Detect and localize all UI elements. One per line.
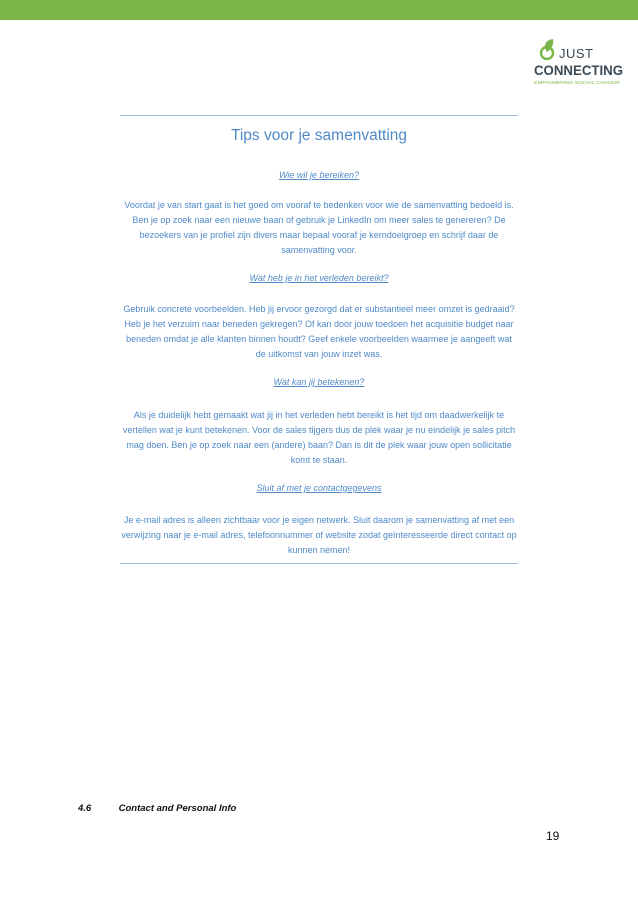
section-text-2: Gebruik concrete voorbeelden. Heb jij ervoor gezorgd dat er substantieel meer omzet is gedraaid? Heb je het verzuim naar beneden gekregen? Of kan door jouw toedoen het acquisitie budget naar beneden omdat je alle klanten binnen houdt? Geef enkele voorbeelden waarmee je aangeeft wat de uitkomst van jouw inzet was. [123,304,515,359]
section-heading-2: Wat heb je in het verleden bereikt? [249,273,389,283]
section-text-3: Als je duidelijk hebt gemaakt wat jij in het verleden hebt bereikt is het tijd om daadwerkelijk te vertellen wat je kunt betekenen. Voor de sales tijgers dus de plek waar je nu eindelijk je sales pitch mag doen. Ben je op zoek naar een (andere) baan? Dan is dit de plek waar jouw open sollicitatie komt te staan. [122,410,516,465]
section-heading-1: Wie wil je bereiken? [279,170,359,180]
leaf-icon [541,39,553,59]
section-heading-3: Wat kan jij betekenen? [273,377,365,387]
top-green-bar [0,0,638,20]
page-number: 19 [546,829,560,843]
section-text-1: Voordat je van start gaat is het goed om vooraf te bedenken voor wie de samenvatting bedoeld is. Ben je op zoek naar een nieuwe baan of gebruik je LinkedIn om meer sales te genereren? De bezoekers van je profiel zijn divers maar bepaal vooraf je kerndoelgroep en schrijf daar de samenvatting voor. [124,200,514,255]
logo-tagline: EMPOWERING SOCIAL CHANGE [534,80,620,85]
logo-line2: CONNECTING [534,63,623,78]
just-connecting-logo [533,38,625,90]
section-heading-4: Sluit af met je contactgegevens [256,483,382,493]
box-bottom-border [120,563,518,564]
logo-line1: JUST [559,46,594,61]
section-heading-4-6 [78,803,236,814]
section-title: Contact and Personal Info [118,803,237,814]
section-text-4: Je e-mail adres is alleen zichtbaar voor je eigen netwerk. Sluit daarom je samenvatting af met een verwijzing naar je e-mail adres, telefoonnummer of website zodat geïnteresseerde direct contact op kunnen nemen! [121,515,517,555]
box-top-border [120,115,518,116]
box-title: Tips voor je samenvatting [230,127,408,144]
section-number: 4.6 [78,803,92,814]
